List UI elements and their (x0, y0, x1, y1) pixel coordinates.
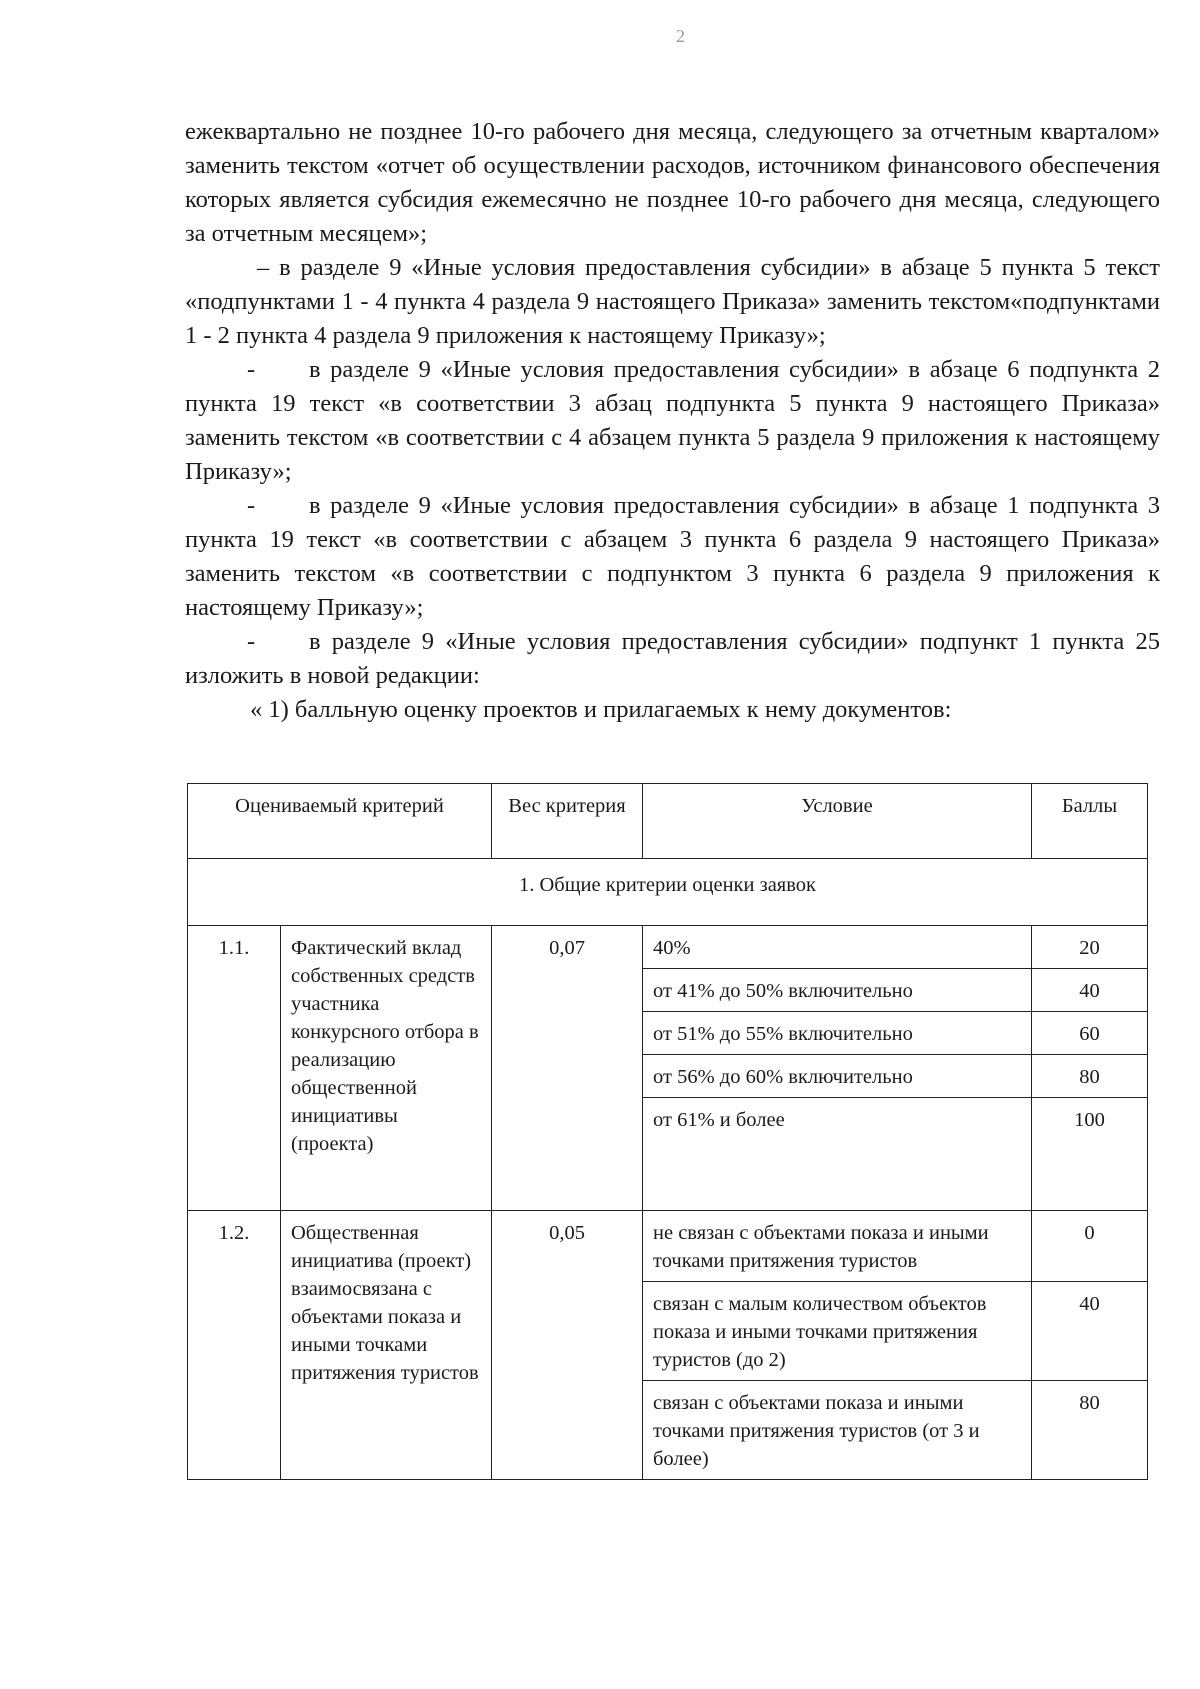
header-weight: Вес критерия (492, 784, 643, 859)
score-cell: 40 (1032, 1282, 1148, 1381)
table-row (188, 926, 1148, 969)
score-cell: 40 (1032, 969, 1148, 1012)
criterion-name: Фактический вклад собственных средств участника конкурсного отбора в реализацию общественной инициативы (проекта) (281, 926, 492, 1211)
header-criterion: Оцениваемый критерий (188, 784, 492, 859)
page-number: 2 (676, 26, 685, 46)
score-cell: 80 (1032, 1055, 1148, 1098)
criterion-weight: 0,05 (492, 1211, 643, 1480)
section-row (188, 859, 1148, 926)
score-cell: 0 (1032, 1211, 1148, 1282)
list-dash: - (247, 492, 256, 519)
criterion-name: Общественная инициатива (проект) взаимосвязана с объектами показа и иными точками притяжения туристов (281, 1211, 492, 1480)
paragraph-5-text: в разделе 9 «Иные условия предоставления субсидии» подпункт 1 пункта 25 изложить в новой редакции: (185, 628, 1160, 689)
condition-cell: от 51% до 55% включительно (643, 1012, 1032, 1055)
condition-cell: связан с объектами показа и иными точками притяжения туристов (от 3 и более) (643, 1381, 1032, 1480)
paragraph-4 (185, 489, 1160, 625)
table-row (188, 1211, 1148, 1282)
score-cell: 60 (1032, 1012, 1148, 1055)
criteria-table (187, 783, 1148, 1480)
criterion-number: 1.1. (188, 926, 281, 1211)
paragraph-5 (185, 625, 1160, 693)
section-title: 1. Общие критерии оценки заявок (188, 859, 1148, 926)
condition-cell: от 61% и более (643, 1098, 1032, 1211)
score-cell: 100 (1032, 1098, 1148, 1211)
score-cell: 20 (1032, 926, 1148, 969)
criterion-number: 1.2. (188, 1211, 281, 1480)
list-dash: - (247, 356, 256, 383)
condition-cell: связан с малым количеством объектов показа и иными точками притяжения туристов (до 2) (643, 1282, 1032, 1381)
paragraph-6: « 1) балльную оценку проектов и прилагаемых к нему документов: (250, 696, 952, 723)
table-header-row (188, 784, 1148, 859)
condition-cell: от 41% до 50% включительно (643, 969, 1032, 1012)
list-dash: - (247, 628, 256, 655)
document-body (185, 115, 1160, 727)
criterion-weight: 0,07 (492, 926, 643, 1211)
header-score: Баллы (1032, 784, 1148, 859)
condition-cell: не связан с объектами показа и иными точками притяжения туристов (643, 1211, 1032, 1282)
paragraph-3 (185, 353, 1160, 489)
paragraph-2: – в разделе 9 «Иные условия предоставления субсидии» в абзаце 5 пункта 5 текст «подпунктами 1 - 4 пункта 4 раздела 9 настоящего Приказа» заменить текстом«подпунктами 1 - 2 пункта 4 раздела 9 приложения к настоящему Приказу»; (185, 254, 1160, 349)
condition-cell: от 56% до 60% включительно (643, 1055, 1032, 1098)
paragraph-3-text: в разделе 9 «Иные условия предоставления субсидии» в абзаце 6 подпункта 2 пункта 19 текст «в соответствии 3 абзац подпункта 5 пункта 9 настоящего Приказа» заменить текстом «в соответствии с 4 абзацем пункта 5 раздела 9 приложения к настоящему Приказу»; (185, 356, 1160, 485)
paragraph-4-text: в разделе 9 «Иные условия предоставления субсидии» в абзаце 1 подпункта 3 пункта 19 текст «в соответствии с абзацем 3 пункта 6 раздела 9 настоящего Приказа» заменить текстом «в соответствии с подпунктом 3 пункта 6 раздела 9 приложения к настоящему Приказу»; (185, 492, 1160, 621)
header-condition: Условие (643, 784, 1032, 859)
paragraph-1: ежеквартально не позднее 10-го рабочего дня месяца, следующего за отчетным кварталом» заменить текстом «отчет об осуществлении расходов, источником финансового обеспечения которых является субсидия ежемесячно не позднее 10-го рабочего дня месяца, следующего за отчетным месяцем»; (185, 118, 1160, 247)
condition-cell: 40% (643, 926, 1032, 969)
score-cell: 80 (1032, 1381, 1148, 1480)
